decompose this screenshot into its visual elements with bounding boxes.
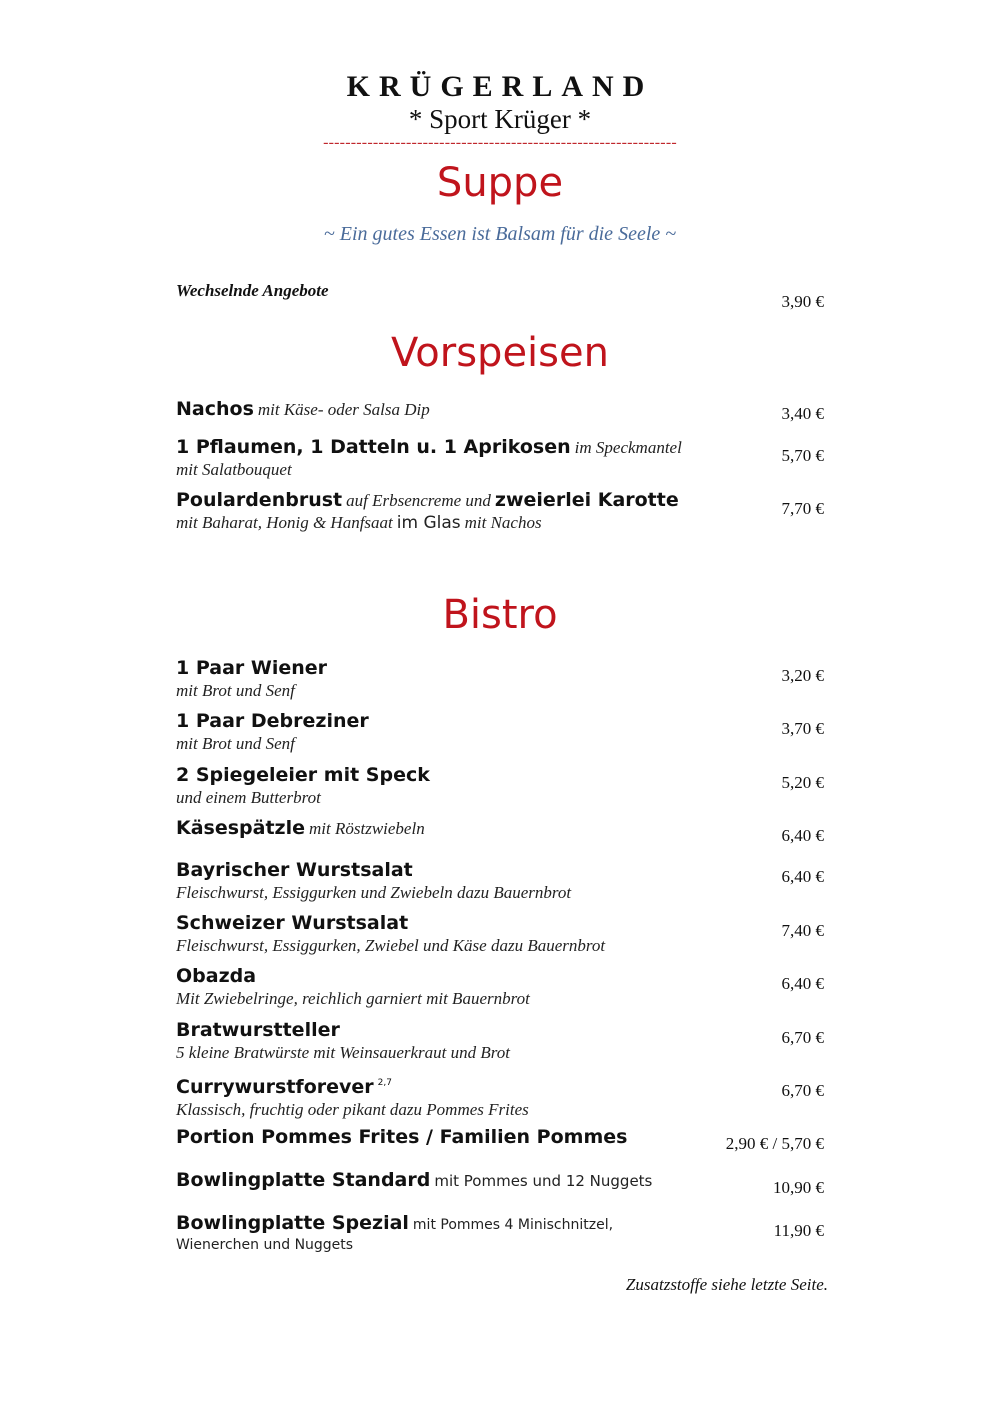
menu-item: [176, 1073, 736, 1121]
item-price: 6,70 €: [781, 1081, 824, 1100]
item-description: mit Pommes 4 Minischnitzel,: [412, 1217, 614, 1233]
item-name: Käsespätzle: [176, 817, 306, 839]
menu-item: [176, 490, 736, 534]
section-title-bistro: Bistro: [442, 592, 558, 638]
item-price: 3,20 €: [781, 666, 824, 685]
item-price: 5,70 €: [781, 446, 824, 465]
footnote: Zusatzstoffe siehe letzte Seite.: [625, 1275, 828, 1294]
item-name: Nachos: [176, 398, 254, 420]
menu-item: [176, 966, 736, 1010]
item-description-plain: im Glas: [396, 513, 461, 533]
item-description: Mit Zwiebelringe, reichlich garniert mit Bauernbrot: [176, 989, 530, 1008]
item-description: Wienerchen und Nuggets: [176, 1237, 354, 1253]
item-name: Obazda: [176, 965, 257, 987]
item-name: Bowlingplatte Spezial: [176, 1212, 409, 1234]
menu-item: [176, 765, 736, 809]
item-name: 2 Spiegeleier mit Speck: [176, 764, 430, 786]
item-price: 3,90 €: [781, 292, 824, 311]
brand-subtitle: * Sport Krüger *: [408, 104, 592, 134]
item-price: 10,90 €: [773, 1178, 824, 1197]
menu-item: [176, 1213, 736, 1254]
item-price: 6,40 €: [781, 867, 824, 886]
item-price: 6,70 €: [781, 1028, 824, 1047]
section-title-suppe: Suppe: [436, 160, 564, 206]
item-name: 1 Paar Wiener: [176, 657, 328, 679]
item-description: 5 kleine Bratwürste mit Weinsauerkraut und Brot: [176, 1043, 510, 1062]
item-description: mit Brot und Senf: [176, 734, 295, 753]
brand-title: KRÜGERLAND: [346, 70, 654, 103]
menu-item: [176, 711, 736, 755]
section-title-vorspeisen: Vorspeisen: [391, 330, 609, 376]
item-name: Bratwurstteller: [176, 1019, 340, 1041]
item-name: 1 Paar Debreziner: [176, 710, 369, 732]
item-price: 5,20 €: [781, 773, 824, 792]
item-price: 7,70 €: [781, 499, 824, 518]
item-price: 6,40 €: [781, 974, 824, 993]
item-name: Bowlingplatte Standard: [176, 1169, 431, 1191]
item-description: mit Salatbouquet: [176, 460, 292, 479]
menu-item: [176, 860, 736, 904]
menu-item: [176, 437, 736, 481]
menu-item: [176, 1020, 736, 1064]
item-description: Fleischwurst, Essiggurken und Zwiebeln dazu Bauernbrot: [176, 883, 572, 902]
additive-note: 2,7: [377, 1078, 392, 1088]
item-name: Wechselnde Angebote: [176, 281, 329, 300]
menu-item: [176, 913, 736, 957]
item-price: 3,70 €: [781, 719, 824, 738]
item-name: 1 Pflaumen, 1 Datteln u. 1 Aprikosen: [176, 436, 571, 458]
menu-item: [176, 281, 736, 301]
item-price: 11,90 €: [773, 1221, 824, 1240]
item-description: mit Nachos: [464, 513, 542, 532]
item-name: Bayrischer Wurstsalat: [176, 859, 413, 881]
menu-item: [176, 658, 736, 702]
item-price: 2,90 € / 5,70 €: [725, 1134, 824, 1153]
item-name-extra: zweierlei Karotte: [494, 489, 679, 511]
item-description: mit Baharat, Honig & Hanfsaat: [176, 513, 393, 532]
item-name: Poulardenbrust: [176, 489, 343, 511]
item-description: Fleischwurst, Essiggurken, Zwiebel und Käse dazu Bauernbrot: [176, 936, 606, 955]
item-name: Schweizer Wurstsalat: [176, 912, 409, 934]
item-description: mit Brot und Senf: [176, 681, 295, 700]
menu-item: [176, 1127, 736, 1149]
menu-item: [176, 399, 736, 421]
item-description: mit Käse- oder Salsa Dip: [257, 400, 430, 419]
tagline: ~ Ein gutes Essen ist Balsam für die Seele ~: [323, 223, 677, 245]
item-price: 7,40 €: [781, 921, 824, 940]
item-name: Currywurstforever: [176, 1076, 374, 1098]
item-price: 6,40 €: [781, 826, 824, 845]
item-name: Portion Pommes Frites / Familien Pommes: [176, 1126, 628, 1148]
item-description: Klassisch, fruchtig oder pikant dazu Pommes Frites: [176, 1100, 529, 1119]
item-description: und einem Butterbrot: [176, 788, 321, 807]
item-description: im Speckmantel: [574, 438, 682, 457]
menu-item: [176, 818, 736, 840]
item-description: mit Pommes und 12 Nuggets: [434, 1172, 653, 1190]
header-divider: ----------------------------------------------------------------: [323, 134, 677, 151]
item-description: mit Röstzwiebeln: [309, 819, 425, 838]
menu-item: [176, 1170, 736, 1192]
item-description: auf Erbsencreme und: [346, 491, 491, 510]
item-price: 3,40 €: [781, 404, 824, 423]
